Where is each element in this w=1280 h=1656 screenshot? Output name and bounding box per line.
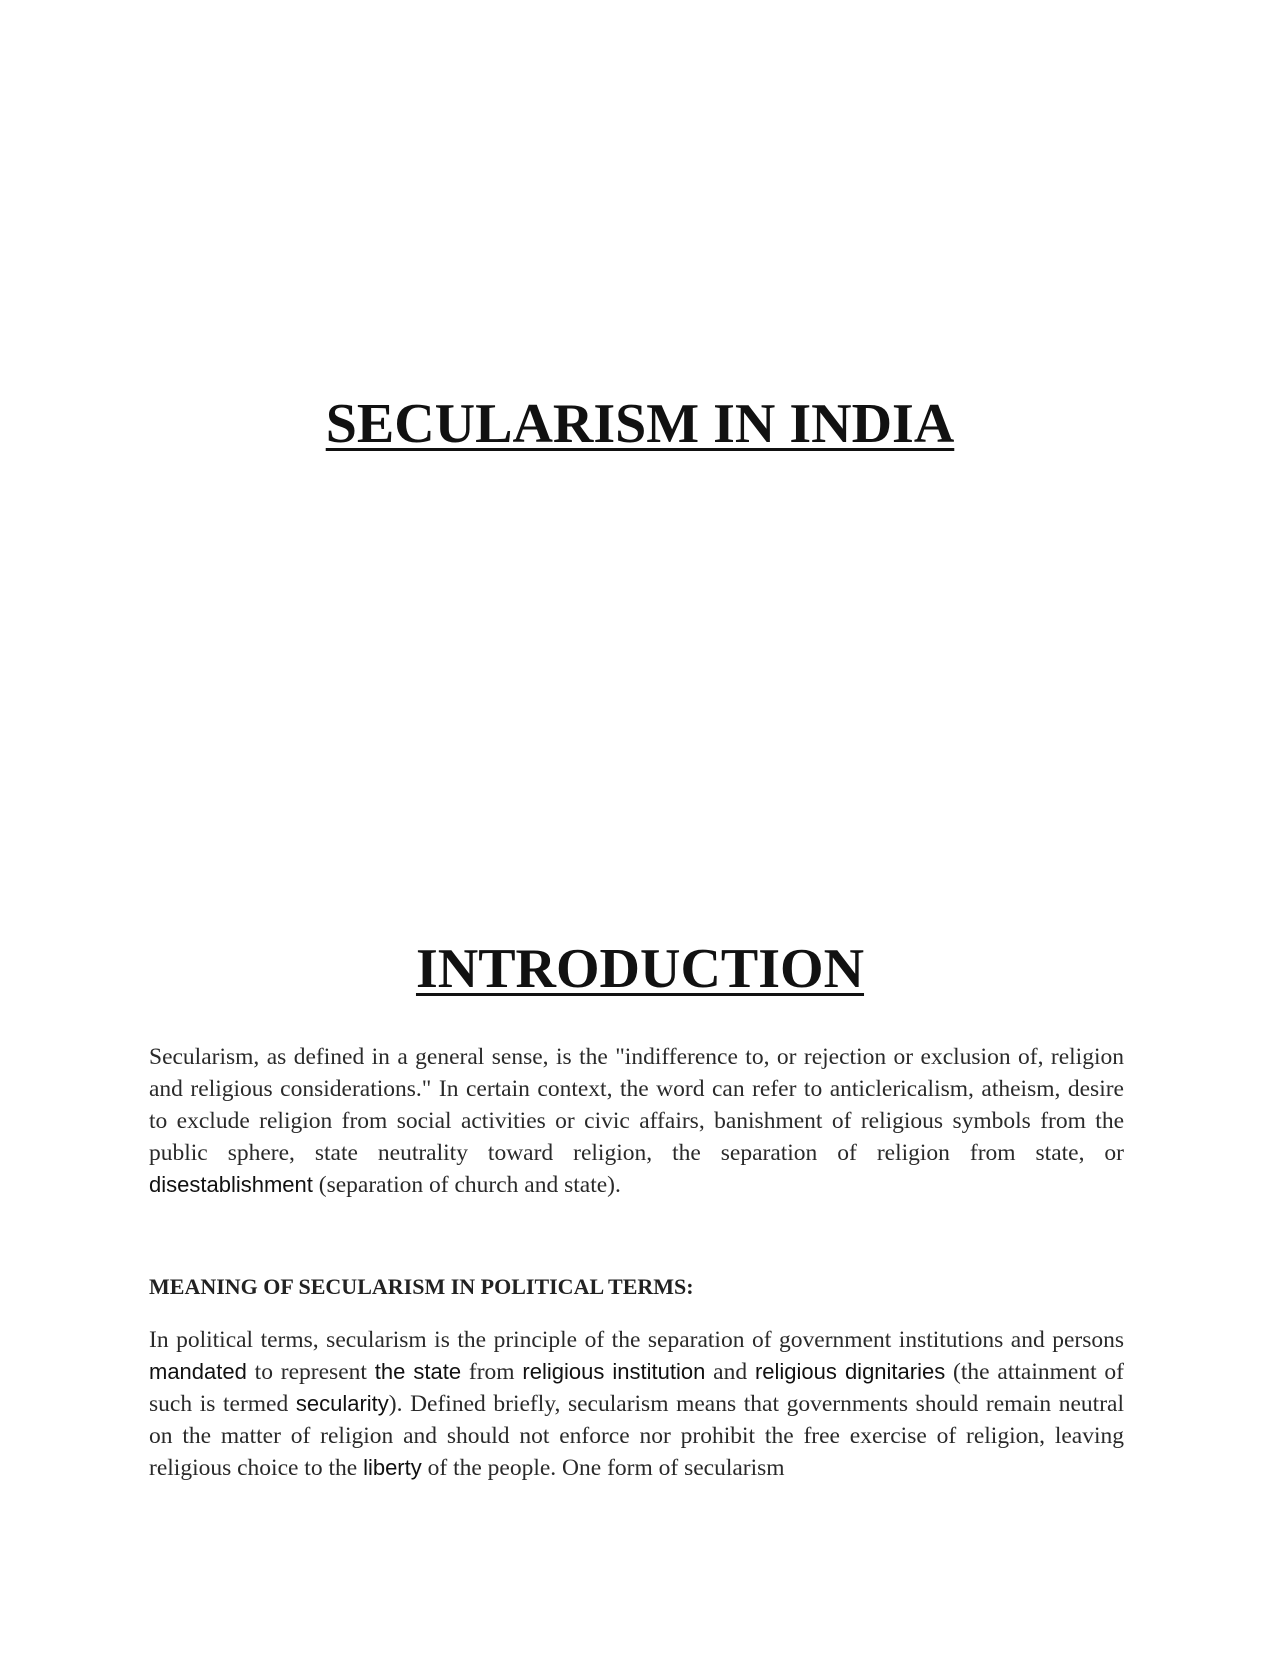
link-the-state[interactable]: the state <box>374 1359 462 1384</box>
political-text-3: from <box>461 1359 523 1385</box>
political-text-7: of the people. One form of secularism <box>421 1455 785 1481</box>
link-mandated[interactable]: mandated <box>149 1359 247 1384</box>
introduction-heading: INTRODUCTION <box>415 938 865 1000</box>
political-text-4: and <box>705 1359 755 1385</box>
intro-text-part1: Secularism, as defined in a general sense, is the "indifference to, or rejection or exclusion of, religion and religious considerations." In certain context, the word can refer to anticlericalism, atheism, desire to exclude religion from social activities or civic affairs, banishment of religious symbols from the public sphere, state neutrality toward religion, the separation of religion from state, or <box>149 1044 1124 1166</box>
intro-paragraph <box>149 1041 1124 1201</box>
intro-text-part2: (separation of church and state). <box>312 1172 621 1198</box>
link-religious-institution[interactable]: religious institution <box>522 1359 706 1384</box>
political-text-1: In political terms, secularism is the principle of the separation of government institutions and persons <box>149 1327 1124 1353</box>
political-text-6: ). Defined briefly, secularism means that governments should remain neutral on the matter of religion and should not enforce nor prohibit the free exercise of religion, leaving religious choice to the <box>149 1391 1124 1481</box>
section-heading-meaning: MEANING OF SECULARISM IN POLITICAL TERMS: <box>149 1274 694 1299</box>
link-liberty[interactable]: liberty <box>363 1455 422 1480</box>
document-title: SECULARISM IN INDIA <box>325 393 955 455</box>
political-paragraph <box>149 1324 1124 1484</box>
link-religious-dignitaries[interactable]: religious dignitaries <box>754 1359 946 1384</box>
link-disestablishment[interactable]: disestablishment <box>149 1172 313 1197</box>
political-text-2: to represent <box>246 1359 375 1385</box>
political-text-5: (the attainment of such is termed <box>149 1359 1125 1417</box>
link-secularity[interactable]: secularity <box>295 1391 389 1416</box>
